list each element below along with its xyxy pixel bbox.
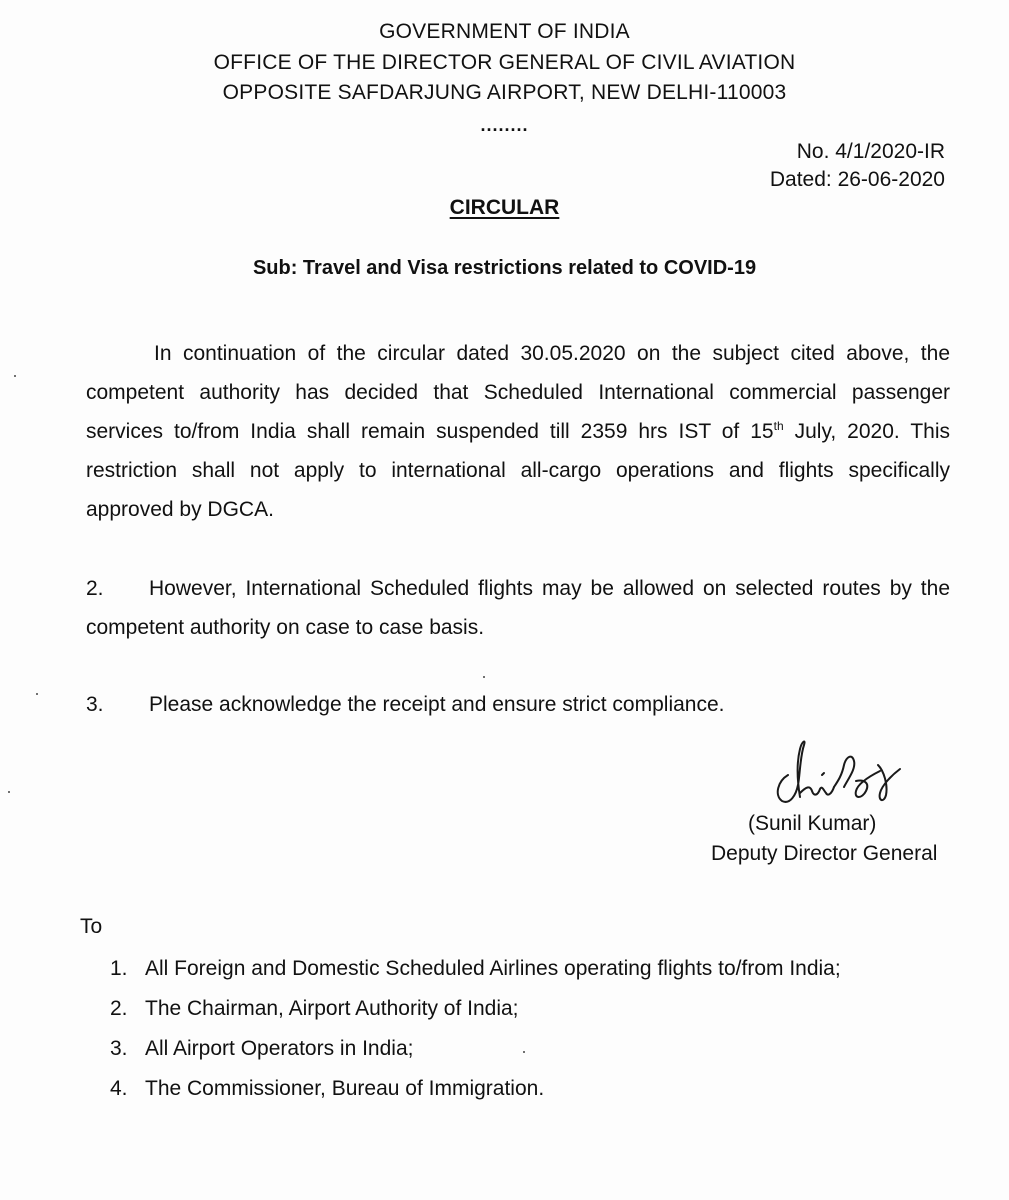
scan-speck [523, 1051, 525, 1053]
paragraph-2-text: However, International Scheduled flights may be allowed on selected routes by the competent authority on case to case basis. [86, 577, 950, 639]
paragraph-1-text-start: In continuation of the circular dated 30.05.2020 on the subject cited above, the competent authority has decided that Scheduled International commercial passenger services to/from India shall remain suspended till 2359 hrs IST of 15 [86, 342, 950, 443]
paragraph-1-text-end: July, 2020. This restriction shall not apply to international all-cargo operations and flights specifically approved by DGCA. [86, 420, 951, 521]
scan-speck [483, 676, 485, 678]
signatory-designation: Deputy Director General [711, 842, 938, 865]
paragraph-2-number: 2. [86, 577, 104, 600]
header-line-government: GOVERNMENT OF INDIA [379, 20, 630, 43]
signatory-name: (Sunil Kumar) [748, 812, 877, 835]
ordinal-suffix: th [773, 419, 784, 433]
scan-speck [36, 693, 38, 695]
paragraph-3-number: 3. [86, 693, 104, 716]
list-item-number: 3. [110, 1037, 128, 1060]
scan-speck [14, 375, 16, 377]
subject-line: Sub: Travel and Visa restrictions related to COVID-19 [252, 257, 757, 279]
header-line-address: OPPOSITE SAFDARJUNG AIRPORT, NEW DELHI-110003 [222, 81, 787, 104]
paragraph-1 [86, 334, 950, 529]
scan-speck [8, 791, 10, 793]
list-item-number: 2. [110, 997, 128, 1020]
reference-number: No. 4/1/2020-IR [796, 140, 945, 163]
header-separator: ........ [480, 115, 529, 135]
distribution-label: To [80, 915, 103, 938]
list-item-text: The Chairman, Airport Authority of India; [145, 997, 519, 1020]
list-item [110, 1073, 841, 1113]
reference-date: Dated: 26-06-2020 [769, 168, 945, 191]
list-item-number: 1. [110, 957, 128, 980]
list-item-text: All Airport Operators in India; [145, 1037, 414, 1060]
list-item-text: All Foreign and Domestic Scheduled Airlines operating flights to/from India; [145, 957, 841, 980]
paragraph-3-text: Please acknowledge the receipt and ensure strict compliance. [149, 693, 725, 716]
list-item-number: 4. [110, 1077, 128, 1100]
list-item-text: The Commissioner, Bureau of Immigration. [145, 1077, 545, 1100]
paragraph-3 [86, 685, 950, 724]
paragraph-2 [86, 569, 950, 647]
distribution-list [110, 953, 841, 1113]
list-item [110, 1033, 841, 1073]
list-item [110, 953, 841, 993]
header-line-office: OFFICE OF THE DIRECTOR GENERAL OF CIVIL AVIATION [213, 51, 796, 74]
list-item [110, 993, 841, 1033]
document-title: CIRCULAR [449, 196, 560, 219]
